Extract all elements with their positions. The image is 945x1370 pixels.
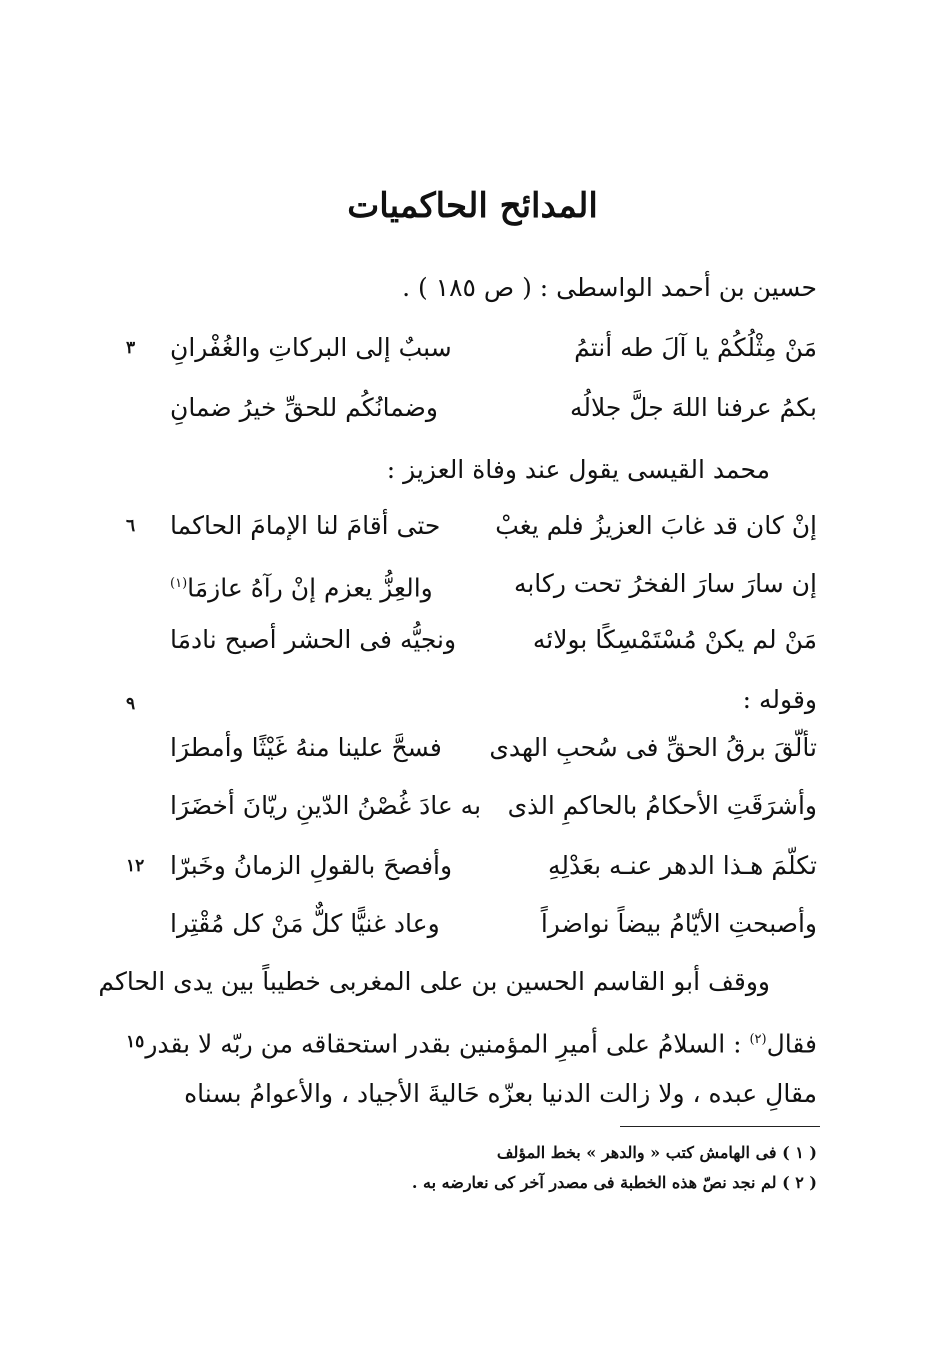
paragraph-line: مقالِ عبده ، ولا زالت الدنيا بعزّه حَاليةَ الأجياد ، والأعوامُ بسناه xyxy=(184,1079,817,1108)
verse-first-hemistich: مَنْ لم يكنْ مُسْتَمْسِكًا بولائه xyxy=(532,625,817,654)
paragraph-text: : السلامُ على أميرِ المؤمنين بقدر استحقاقه من ربّه لا بقدر xyxy=(145,1029,750,1059)
verse-second-hemistich: وأفصحَ بالقولِ الزمانُ وخَبرّا xyxy=(170,851,453,880)
paragraph-line xyxy=(145,1020,817,1064)
footnote-marker: (١) xyxy=(170,576,188,591)
verse-row xyxy=(170,904,817,944)
verse-second-hemistich: ونجيُّه فى الحشر أصبح نادمَا xyxy=(170,625,457,654)
footnote-divider xyxy=(620,1126,820,1127)
line-number: ٣ xyxy=(126,338,136,358)
verse-second-hemistich: سببٌ إلى البركاتِ والغُفْرانِ xyxy=(170,333,452,362)
verse-row xyxy=(170,564,817,604)
verse-row xyxy=(170,328,817,368)
verse-row xyxy=(170,846,817,886)
verse-row xyxy=(170,728,817,768)
verse-second-hemistich: فسحَّ علينا منهُ غَيْثًا وأمطرَا xyxy=(170,733,442,762)
verse-first-hemistich: مَنْ مِثْلُكُمْ يا آلَ طه أنتمُ xyxy=(574,333,817,362)
verse-first-hemistich: بكمُ عرفنا اللهَ جلَّ جلالُه xyxy=(569,393,817,422)
verse-row xyxy=(170,620,817,660)
verse-first-hemistich: إن سارَ سارَ الفخرُ تحت ركابه xyxy=(513,569,817,598)
paragraph-line: ووقف أبو القاسم الحسين بن على المغربى خطيباً بين يدى الحاكم xyxy=(98,967,770,996)
footnote: ( ١ ) فى الهامش كتب « والدهر » بخط المؤلف xyxy=(496,1143,817,1162)
verse-first-hemistich: وأشرَقَتِ الأحكامُ بالحاكمِ الذى xyxy=(507,791,817,820)
verse-first-hemistich: إنْ كان قد غابَ العزيزُ فلم يغبْ xyxy=(495,511,817,540)
verse-row xyxy=(170,388,817,428)
intro-line: محمد القيسى يقول عند وفاة العزيز : xyxy=(386,455,770,484)
verse-text: والعِزُّ يعزم إنْ رآهُ عازمَا xyxy=(187,573,433,603)
intro-line: وقوله : xyxy=(742,685,817,714)
verse-first-hemistich: وأصبحتِ الأيّامُ بيضاً نواضراً xyxy=(540,909,817,938)
footnote: ( ٢ ) لم نجد نصّ هذه الخطبة فى مصدر آخر كى نعارضه به . xyxy=(411,1173,817,1192)
line-number: ١٢ xyxy=(126,856,145,876)
verse-first-hemistich: تكلّمَ هـذا الدهر عنـه بعَدْلِهِ xyxy=(547,851,817,880)
page-title: المدائح الحاكميات xyxy=(347,186,598,226)
verse-row xyxy=(170,506,817,546)
line-number: ٦ xyxy=(126,516,136,536)
line-number: ٩ xyxy=(126,694,136,714)
footnote-marker: (٢) xyxy=(749,1032,767,1047)
verse-second-hemistich: وضمانُكُم للحقِّ خيرُ ضمانِ xyxy=(170,393,438,422)
verse-second-hemistich: حتى أقامَ لنا الإمامَ الحاكما xyxy=(170,511,441,540)
verse-first-hemistich: تألّقَ برقُ الحقِّ فى سُحبِ الهدى xyxy=(489,733,817,762)
verse-second-hemistich: به عادَ غُصْنُ الدّينِ ريّانَ أخضَرَا xyxy=(170,791,482,820)
verse-second-hemistich xyxy=(170,564,433,608)
paragraph-text-start: فقال xyxy=(766,1029,817,1059)
intro-line: حسين بن أحمد الواسطى : ( ص ١٨٥ ) . xyxy=(402,273,817,302)
verse-row xyxy=(170,786,817,826)
verse-second-hemistich: وعاد غنيًّا كلٌّ مَنْ كل مُقْتِرا xyxy=(170,909,440,938)
line-number: ١٥ xyxy=(126,1032,145,1052)
